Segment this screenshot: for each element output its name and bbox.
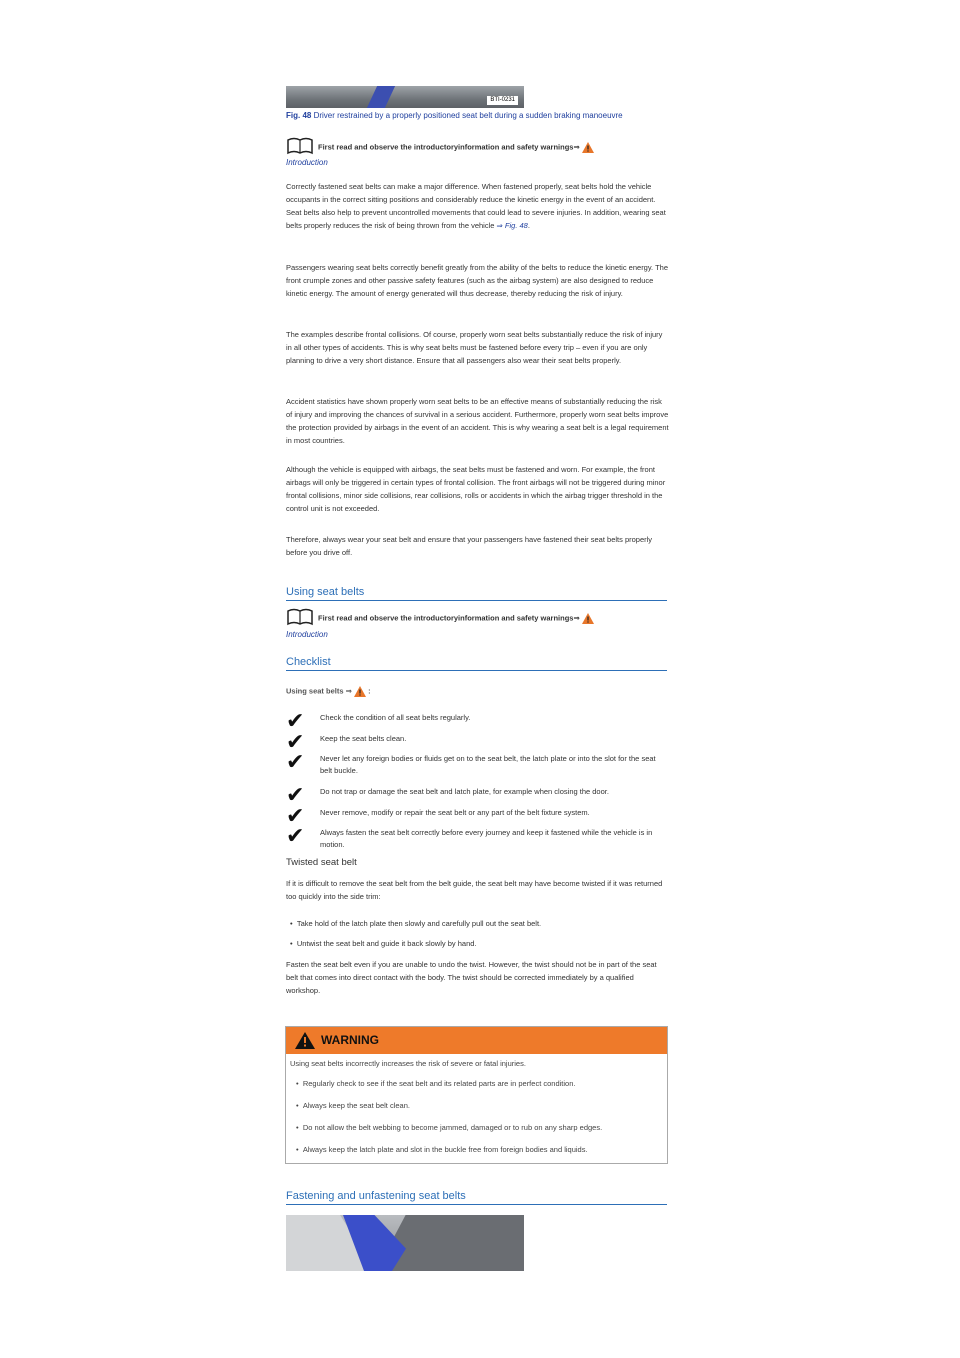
figure-label: Fig. 48: [286, 111, 312, 120]
warning-lead: Using seat belts incorrectly increases the risk of severe or fatal injuries.: [290, 1059, 526, 1068]
figure-caption-text: Driver restrained by a properly positioned seat belt during a sudden braking manoeuvre: [311, 111, 623, 120]
warning-item: • Regularly check to see if the seat belt and its related parts are in perfect condition.: [296, 1079, 576, 1088]
warning-triangle-icon: [354, 686, 366, 697]
warning-icon: [295, 1032, 315, 1049]
warning-title: WARNING: [321, 1033, 379, 1047]
book-icon: [286, 137, 314, 160]
paragraph-3: The examples describe frontal collisions. Of course, properly worn seat belts substantially reduce the risk of injury in all other types of accidents. This is why seat belts must be fastened before every trip – even if you are only planning to drive a very short distance. Ensure that all passengers also wear their seat belts properly.: [286, 330, 663, 365]
checkmark-icon: ✔: [286, 804, 305, 829]
checklist-intro: Using seat belts ⇒ :: [286, 686, 371, 696]
section-heading-checklist: Checklist: [286, 656, 667, 671]
paragraph-4: Accident statistics have shown properly worn seat belts to be an effective means of substantially reducing the risk of injury and improving the chances of survival in a serious accident. Furthermore, properly worn seat belts improve the protection provided by airbags in the event of an accident. This is why wearing a seat belt is a legal requirement in most countries.: [286, 397, 669, 445]
checkmark-icon: ✔: [286, 730, 305, 755]
warning-triangle-icon: [582, 142, 594, 153]
warning-header: [286, 1027, 667, 1054]
book-icon: [286, 608, 314, 631]
section-heading-fastening: Fastening and unfastening seat belts: [286, 1190, 667, 1205]
warning-triangle-icon: [582, 613, 594, 624]
paragraph-5: Although the vehicle is equipped with airbags, the seat belts must be fastened and worn. For example, the front airbags will only be triggered in certain types of frontal collision. The front airbags will not be triggered during minor frontal collisions, minor side collisions, rear collisions, rolls or accidents in which the airbag trigger threshold in the control unit is not exceeded.: [286, 465, 666, 513]
paragraph-2: Passengers wearing seat belts correctly benefit greatly from the ability of the belts to reduce the kinetic energy. The front crumple zones and other passive safety features (such as the airbag system) are also designed to reduce kinetic energy. The amount of energy generated will thus decrease, thereby reducing the risk of injury.: [286, 263, 669, 298]
note-text-2: First read and observe the introductoryinformation and safety warnings⇒: [318, 613, 594, 624]
warning-item: • Always keep the seat belt clean.: [296, 1101, 410, 1110]
paragraph-6: Therefore, always wear your seat belt and ensure that your passengers have fastened their seat belts properly before you drive off.: [286, 535, 653, 557]
fig-48-link[interactable]: ⇒ Fig. 48: [496, 221, 528, 230]
note-text-1: First read and observe the introductoryinformation and safety warnings⇒: [318, 142, 594, 153]
paragraph-1: Correctly fastened seat belts can make a major difference. When fastened properly, seat belts hold the vehicle occupants in the correct sitting positions and considerably reduce the kinetic energy in the event of an accident. Seat belts also help to prevent uncontrolled movements that could lead to severe injuries. In addition, wearing seat belts properly reduces the risk of being thrown from the vehicle ⇒ Fig. 48.: [286, 182, 666, 230]
twisted-bullet-2: • Untwist the seat belt and guide it back slowly by hand.: [290, 939, 477, 948]
figure-tag: BTI-0231: [487, 96, 518, 105]
introduction-link-2[interactable]: Introduction: [286, 630, 328, 639]
warning-item: • Do not allow the belt webbing to become jammed, damaged or to rub on any sharp edges.: [296, 1123, 603, 1132]
twisted-intro: If it is difficult to remove the seat belt from the belt guide, the seat belt may have become twisted if it was returned too quickly into the side trim:: [286, 879, 663, 901]
twisted-closing: Fasten the seat belt even if you are unable to undo the twist. However, the twist should not be in part of the seat belt that comes into direct contact with the body. The twist should be corrected immediately by a qualified workshop.: [286, 960, 657, 995]
checkmark-icon: ✔: [286, 750, 305, 775]
figure-caption: [286, 111, 623, 120]
section-heading-using-seat-belts: Using seat belts: [286, 586, 667, 601]
twisted-seat-belt-heading: Twisted seat belt: [286, 857, 357, 868]
fastening-figure-image: [286, 1215, 524, 1271]
introduction-link-1[interactable]: Introduction: [286, 158, 328, 167]
checkmark-icon: ✔: [286, 709, 305, 734]
twisted-bullet-1: • Take hold of the latch plate then slowly and carefully pull out the seat belt.: [290, 919, 542, 928]
warning-box: [285, 1026, 668, 1164]
warning-item: • Always keep the latch plate and slot in the buckle free from foreign bodies and liquids.: [296, 1145, 588, 1154]
checkmark-icon: ✔: [286, 824, 305, 849]
checkmark-icon: ✔: [286, 783, 305, 808]
figure-48-image: [286, 86, 524, 108]
